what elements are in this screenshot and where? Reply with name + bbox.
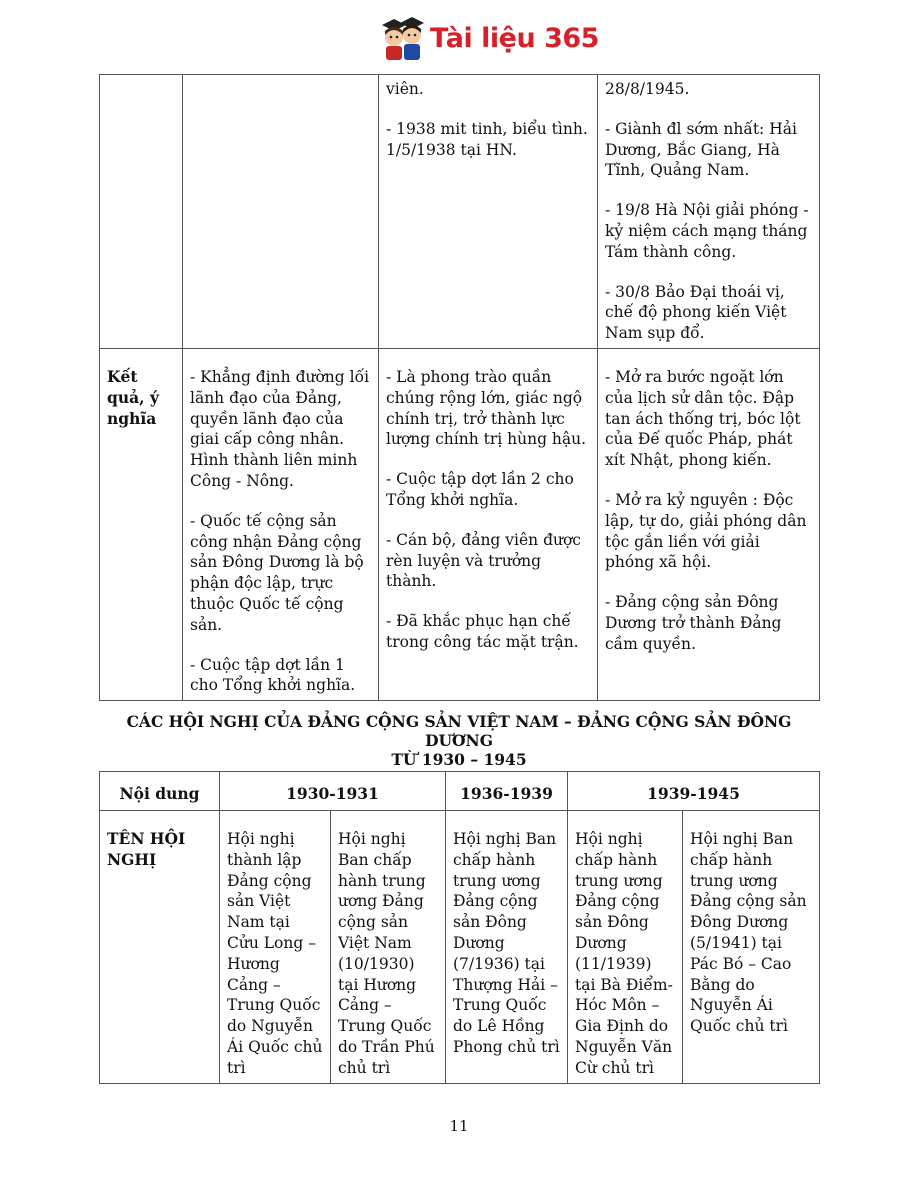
- table-row: [100, 811, 820, 1084]
- table-cell: [598, 75, 820, 349]
- cell-paragraph: - Mở ra kỷ nguyên : Độc lập, tự do, giải phóng dân tộc gắn liền với giải phóng xã hội.: [605, 490, 807, 572]
- table-cell: [598, 348, 820, 700]
- cell-paragraph: - Cuộc tập dợt lần 2 cho Tổng khởi nghĩa.: [386, 470, 574, 509]
- cell-paragraph: - Đã khắc phục hạn chế trong công tác mặt trận.: [386, 612, 579, 651]
- row-label: Kết quả, ý nghĩa: [100, 348, 183, 700]
- cell-paragraph: - Mở ra bước ngoặt lớn của lịch sử dân tộc. Đập tan ách thống trị, bóc lột của Đế quốc Pháp, phát xít Nhật, phong kiến.: [605, 367, 801, 470]
- cell-paragraph: - Quốc tế cộng sản công nhận Đảng cộng sản Đông Dương là bộ phận độc lập, trực thuộc Quốc tế cộng sản.: [190, 511, 364, 634]
- cell-paragraph: - 1938 mit tinh, biểu tình. 1/5/1938 tại HN.: [386, 119, 588, 159]
- cell-paragraph: - Là phong trào quần chúng rộng lớn, giác ngộ chính trị, trở thành lực lượng chính trị hùng hậu.: [386, 367, 587, 449]
- table-cell: Hội nghị Ban chấp hành trung ương Đảng cộng sản Đông Dương (5/1941) tại Pác Bó – Cao Bằng do Nguyễn Ái Quốc chủ trì: [683, 811, 820, 1084]
- table-row: [100, 348, 820, 700]
- cell-paragraph: 28/8/1945.: [605, 80, 690, 98]
- page-number: 11: [449, 1117, 469, 1135]
- section-subtitle: TỪ 1930 – 1945: [391, 750, 527, 769]
- cell-paragraph: - Cuộc tập dợt lần 1 cho Tổng khởi nghĩa.: [190, 655, 356, 695]
- row-label: TÊN HỘI NGHỊ: [100, 811, 220, 1084]
- students-mascot-icon: [380, 15, 426, 61]
- table-header-row: [100, 772, 820, 811]
- cell-paragraph: - Khẳng định đường lối lãnh đạo của Đảng, quyền lãnh đạo của giai cấp công nhân. Hình thành liên minh Công - Nông.: [190, 367, 370, 490]
- table-cell: [183, 348, 379, 700]
- cell-paragraph: - 19/8 Hà Nội giải phóng - kỷ niệm cách mạng tháng Tám thành công.: [605, 201, 809, 261]
- table-cell: [379, 348, 598, 700]
- section-title: CÁC HỘI NGHỊ CỦA ĐẢNG CỘNG SẢN VIỆT NAM – ĐẢNG CỘNG SẢN ĐÔNG DƯƠNG: [126, 712, 792, 750]
- column-header: Nội dung: [100, 772, 220, 811]
- cell-paragraph: - Giành đl sớm nhất: Hải Dương, Bắc Giang, Hà Tĩnh, Quảng Nam.: [605, 119, 797, 180]
- cell-paragraph: - Đảng cộng sản Đông Dương trở thành Đảng cầm quyền.: [605, 593, 782, 653]
- table-cell: Hội nghị Ban chấp hành trung ương Đảng cộng sản Đông Dương (7/1936) tại Thượng Hải – Trung Quốc do Lê Hồng Phong chủ trì: [446, 811, 568, 1084]
- cell-paragraph: - Cán bộ, đảng viên được rèn luyện và trưởng thành.: [386, 530, 581, 591]
- column-header: 1939-1945: [568, 772, 820, 811]
- table-cell: [100, 75, 183, 349]
- result-table: [99, 74, 820, 701]
- column-header: 1930-1931: [220, 772, 446, 811]
- table-cell: Hội nghị Ban chấp hành trung ương Đảng cộng sản Việt Nam (10/1930) tại Hương Cảng – Trung Quốc do Trần Phú chủ trì: [331, 811, 446, 1084]
- table-cell: [183, 75, 379, 349]
- table-cell: Hội nghị thành lập Đảng cộng sản Việt Nam tại Cửu Long – Hương Cảng – Trung Quốc do Nguyễn Ái Quốc chủ trì: [220, 811, 331, 1084]
- site-logo[interactable]: [380, 14, 599, 62]
- table-row: [100, 75, 820, 349]
- logo-text: Tài liệu 365: [430, 22, 599, 54]
- table-cell: Hội nghị chấp hành trung ương Đảng cộng sản Đông Dương (11/1939) tại Bà Điểm-Hóc Môn – Gia Định do Nguyễn Văn Cừ chủ trì: [568, 811, 683, 1084]
- conference-table: [99, 771, 820, 1084]
- cell-paragraph: - 30/8 Bảo Đại thoái vị, chế độ phong kiến Việt Nam sụp đổ.: [605, 282, 787, 343]
- cell-paragraph: viên.: [386, 80, 424, 98]
- column-header: 1936-1939: [446, 772, 568, 811]
- table-cell: [379, 75, 598, 349]
